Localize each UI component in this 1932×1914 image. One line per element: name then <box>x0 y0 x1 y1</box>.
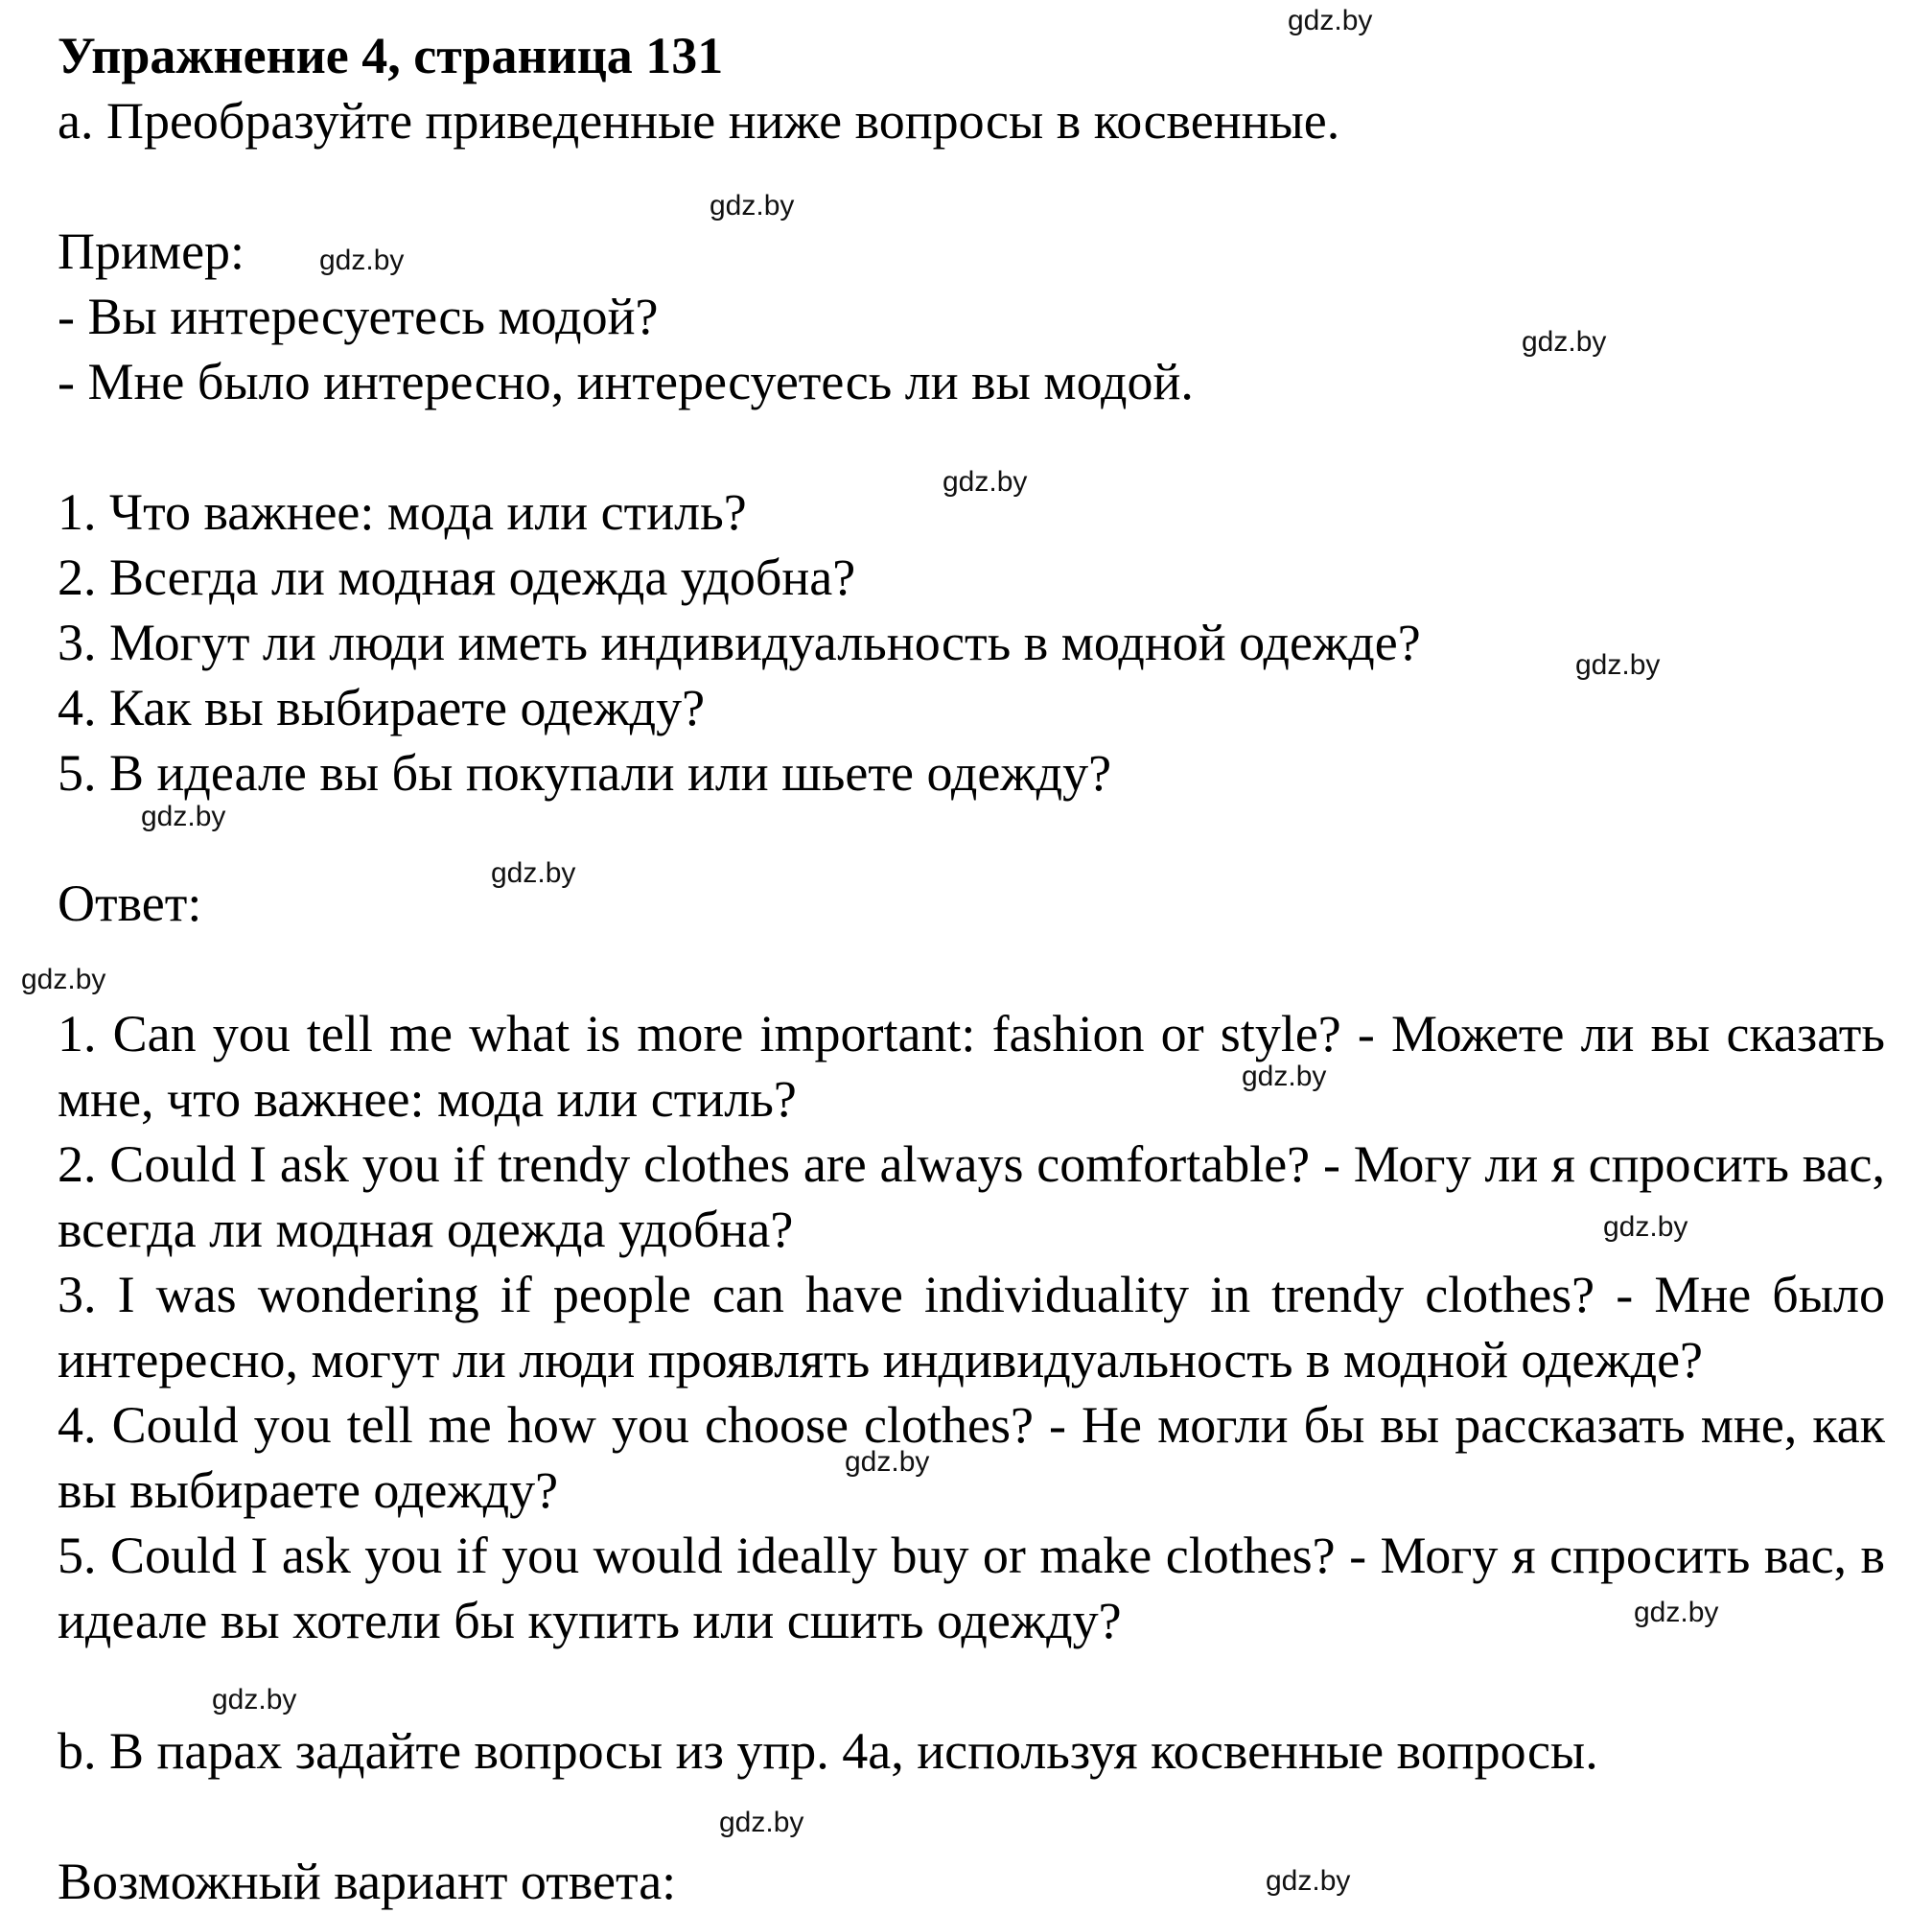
watermark: gdz.by <box>491 857 576 889</box>
example-question: - Вы интересуетесь модой? <box>58 288 659 345</box>
watermark: gdz.by <box>719 1807 804 1838</box>
question-5: 5. В идеале вы бы покупали или шьете одежду? <box>58 744 1112 802</box>
answer-label: Ответ: <box>58 875 202 932</box>
task-a-instruction: a. Преобразуйте приведенные ниже вопросы в косвенные. <box>58 92 1340 150</box>
watermark: gdz.by <box>1242 1061 1327 1092</box>
example-answer: - Мне было интересно, интересуетесь ли вы модой. <box>58 353 1194 410</box>
page-title: Упражнение 4, страница 131 <box>58 27 724 84</box>
example-label: Пример: <box>58 222 245 280</box>
watermark: gdz.by <box>710 190 795 222</box>
watermark: gdz.by <box>1288 5 1373 36</box>
question-3: 3. Могут ли люди иметь индивидуальность в модной одежде? <box>58 614 1421 671</box>
watermark: gdz.by <box>845 1446 930 1478</box>
answer-5: 5. Could I ask you if you would ideally buy or make clothes? - Могу я спросить вас, в идеале вы хотели бы купить или сшить одежду? <box>58 1527 1885 1649</box>
task-b-instruction: b. В парах задайте вопросы из упр. 4a, используя косвенные вопросы. <box>58 1722 1598 1780</box>
watermark: gdz.by <box>21 964 106 995</box>
question-1: 1. Что важнее: мода или стиль? <box>58 483 747 541</box>
answer-1: 1. Can you tell me what is more important: fashion or style? - Можете ли вы сказать мне, что важнее: мода или стиль? <box>58 1005 1885 1128</box>
watermark: gdz.by <box>141 801 226 832</box>
watermark: gdz.by <box>943 466 1028 498</box>
question-4: 4. Как вы выбираете одежду? <box>58 679 706 736</box>
watermark: gdz.by <box>1266 1865 1351 1897</box>
answer-3: 3. I was wondering if people can have individuality in trendy clothes? - Мне было интересно, могут ли люди проявлять индивидуальность в модной одежде? <box>58 1266 1885 1389</box>
watermark: gdz.by <box>1634 1597 1719 1628</box>
watermark: gdz.by <box>1575 649 1661 681</box>
answer-4: 4. Could you tell me how you choose clothes? - Не могли бы вы рассказать мне, как вы выбираете одежду? <box>58 1396 1885 1519</box>
question-2: 2. Всегда ли модная одежда удобна? <box>58 549 856 606</box>
watermark: gdz.by <box>212 1684 297 1716</box>
watermark: gdz.by <box>319 245 405 276</box>
answer-2: 2. Could I ask you if trendy clothes are always comfortable? - Могу ли я спросить вас, всегда ли модная одежда удобна? <box>58 1135 1885 1258</box>
watermark: gdz.by <box>1603 1211 1688 1243</box>
possible-answer-label: Возможный вариант ответа: <box>58 1853 677 1910</box>
watermark: gdz.by <box>1522 326 1607 358</box>
